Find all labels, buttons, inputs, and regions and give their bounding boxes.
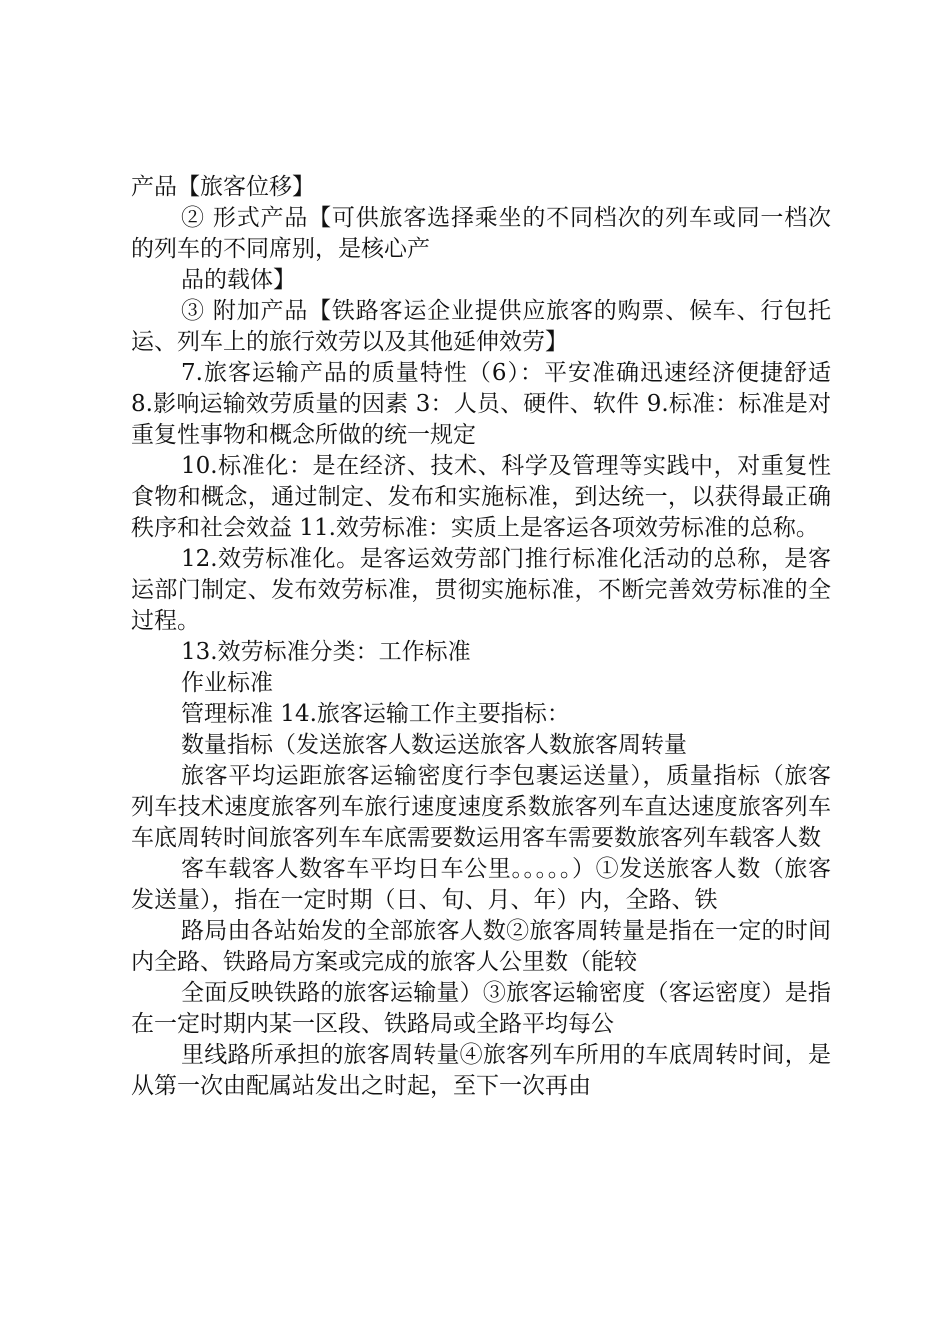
paragraph-6: 10.标准化：是在经济、技术、科学及管理等实践中，对重复性食物和概念，通过制定、发布和实施标准，到达统一，以获得最正确秩序和社会效益 11.效劳标准：实质上是客运各项效劳标准的总称。 bbox=[131, 453, 831, 541]
paragraph-8: 13.效劳标准分类：工作标准 bbox=[181, 639, 471, 665]
paragraph-10: 管理标准 14.旅客运输工作主要指标： bbox=[181, 701, 570, 727]
paragraph-2: ② 形式产品【可供旅客选择乘坐的不同档次的列车或同一档次的列车的不同席别，是核心产 bbox=[131, 205, 831, 262]
paragraph-1: 产品【旅客位移】 bbox=[131, 174, 315, 200]
paragraph-16: 里线路所承担的旅客周转量④旅客列车所用的车底周转时间，是从第一次由配属站发出之时起，至下一次再由 bbox=[131, 1042, 831, 1099]
paragraph-15: 全面反映铁路的旅客运输量）③旅客运输密度（客运密度）是指在一定时期内某一区段、铁路局或全路平均每公 bbox=[131, 980, 831, 1037]
paragraph-4: ③ 附加产品【铁路客运企业提供应旅客的购票、候车、行包托运、列车上的旅行效劳以及其他延伸效劳】 bbox=[131, 298, 831, 355]
paragraph-12: 旅客平均运距旅客运输密度行李包裹运送量），质量指标（旅客列车技术速度旅客列车旅行速度速度系数旅客列车直达速度旅客列车车底周转时间旅客列车车底需要数运用客车需要数旅客列车载客人数 bbox=[131, 763, 831, 851]
paragraph-3: 品的载体】 bbox=[181, 267, 296, 293]
document-body bbox=[131, 172, 831, 1102]
paragraph-14: 路局由各站始发的全部旅客人数②旅客周转量是指在一定的时间内全路、铁路局方案或完成的旅客人公里数（能较 bbox=[131, 918, 831, 975]
paragraph-11: 数量指标（发送旅客人数运送旅客人数旅客周转量 bbox=[181, 732, 687, 758]
paragraph-5: 7.旅客运输产品的质量特性（6）：平安准确迅速经济便捷舒适 8.影响运输效劳质量的因素 3：人员、硬件、软件 9.标准：标准是对重复性事物和概念所做的统一规定 bbox=[131, 360, 831, 448]
paragraph-13: 客车载客人数客车平均日车公里。。。。。）①发送旅客人数（旅客发送量），指在一定时期（日、旬、月、年）内，全路、铁 bbox=[131, 856, 831, 913]
paragraph-9: 作业标准 bbox=[181, 670, 273, 696]
paragraph-7: 12.效劳标准化。是客运效劳部门推行标准化活动的总称，是客运部门制定、发布效劳标准，贯彻实施标准，不断完善效劳标准的全过程。 bbox=[131, 546, 831, 634]
